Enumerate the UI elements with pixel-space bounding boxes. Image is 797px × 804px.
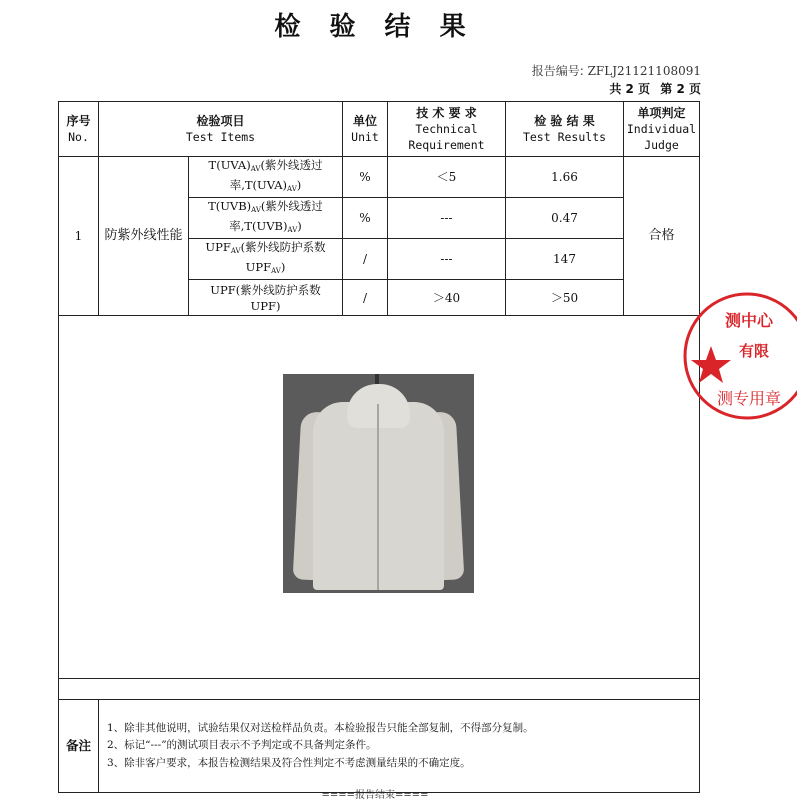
report-number-value: ZFLJ21121108091 [587, 64, 701, 78]
note-item: 1、除非其他说明，试验结果仅对送检样品负责。本检验报告只能全部复制，不得部分复制。 [107, 721, 534, 734]
test-category: 防紫外线性能 [99, 157, 189, 316]
notes-row [59, 700, 700, 793]
report-number [532, 62, 701, 79]
result-cell: 0.47 [506, 198, 624, 239]
unit-cell: % [343, 157, 388, 198]
unit-cell: / [343, 280, 388, 316]
notes-content [99, 700, 700, 793]
sample-jacket-photo [283, 374, 474, 593]
result-cell: 1.66 [506, 157, 624, 198]
result-cell: ＞50 [506, 280, 624, 316]
test-item: $UPF_{AV}$(紫外线防护系数 $UPF_{AV}$) [189, 239, 343, 280]
page-title: 检 验 结 果 [274, 12, 476, 42]
unit-cell: % [343, 198, 388, 239]
test-item: $T(UVB)_{AV}$(紫外线透过 率$,T(UVB)_{AV}$) [189, 198, 343, 239]
result-cell: 147 [506, 239, 624, 280]
judge-cell: 合格 [624, 157, 700, 316]
notes-label: 备注 [59, 700, 99, 793]
test-item: $T(UVA)_{AV}$(紫外线透过 率$,T(UVA)_{AV}$) [189, 157, 343, 198]
svg-text:有限: 有限 [739, 342, 770, 360]
requirement-cell: ＜5 [388, 157, 506, 198]
test-item: UPF(紫外线防护系数 UPF) [189, 280, 343, 316]
header-requirement: 技 术 要 求 Technical Requirement [388, 102, 506, 157]
unit-cell: / [343, 239, 388, 280]
row-number: 1 [59, 157, 99, 316]
table-row [59, 157, 700, 198]
page-indicator [603, 80, 701, 97]
table-header-row [59, 102, 700, 157]
note-item: 3、除非客户要求，本报告检测结果及符合性判定不考虑测量结果的不确定度。 [107, 756, 471, 769]
header-results: 检 验 结 果 Test Results [506, 102, 624, 157]
header-no: 序号 No. [59, 102, 99, 157]
requirement-cell: --- [388, 239, 506, 280]
page-total: 共 2 页 [609, 82, 651, 96]
report-number-label: 报告编号: [531, 64, 584, 78]
svg-text:测中心: 测中心 [725, 311, 774, 330]
notes-separator-row [59, 679, 700, 700]
header-unit: 单位 Unit [343, 102, 388, 157]
requirement-cell: --- [388, 198, 506, 239]
note-item: 2、标记“---”的测试项目表示不予判定或不具备判定条件。 [107, 739, 377, 752]
requirement-cell: ＞40 [388, 280, 506, 316]
header-test-items: 检验项目 Test Items [99, 102, 343, 157]
official-seal [677, 286, 797, 426]
blank-row [59, 679, 700, 700]
report-end-marker: ====报告结束==== [321, 790, 429, 801]
page-current: 第 2 页 [660, 82, 701, 96]
header-judge: 单项判定 Individual Judge [624, 102, 700, 157]
svg-text:测专用章: 测专用章 [717, 389, 782, 408]
